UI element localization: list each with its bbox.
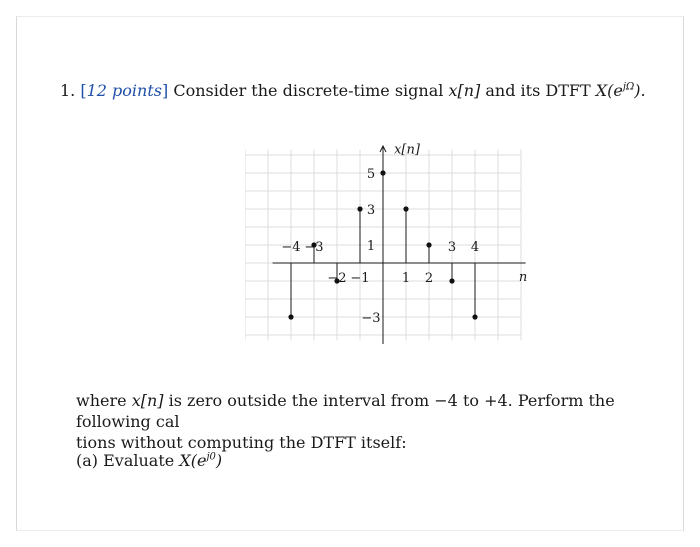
part-a-label: (a) Evaluate <box>76 451 175 470</box>
stem-point <box>288 314 293 319</box>
x-axis-label: n <box>518 270 528 285</box>
stem-point <box>472 314 477 319</box>
plot-title: x[n] <box>394 142 420 158</box>
stem-plot <box>245 118 535 362</box>
problem-body: where x[n] is zero outside the interval from −4 to +4. Perform the following cal tions without computing the DTFT itself: <box>76 391 615 452</box>
x-tick-label: −1 <box>350 271 370 286</box>
stem-point <box>357 206 362 211</box>
x-tick-label: 1 <box>401 271 411 286</box>
x-tick-label: −4 <box>281 240 301 255</box>
stem-point <box>403 206 408 211</box>
stem-point <box>426 242 431 247</box>
stem-plot-svg <box>245 118 535 358</box>
x-tick-label: 2 <box>424 271 434 286</box>
problem-number: 1. <box>60 81 76 100</box>
problem-signal: x[n] <box>448 81 481 100</box>
problem-heading: 1. [12 points] Consider the discrete-time signal x[n] and its DTFT $X(e^{j\Omega})$. <box>60 81 646 100</box>
y-tick-label: 1 <box>366 239 376 254</box>
problem-text-mid: and its DTFT <box>485 81 591 100</box>
y-tick-label: 3 <box>366 203 376 218</box>
x-tick-label: 3 <box>447 240 457 255</box>
x-tick-label: 4 <box>470 240 480 255</box>
part-a <box>76 451 222 470</box>
problem-points: 12 points <box>86 81 162 100</box>
problem-text-before: Consider the discrete-time signal <box>173 81 444 100</box>
problem-dtft: $X(e^{j\Omega})$. <box>595 81 646 100</box>
x-tick-label: −2 <box>327 271 347 286</box>
y-tick-label: −3 <box>361 311 381 326</box>
stem-point <box>449 278 454 283</box>
y-tick-label: 5 <box>366 167 376 182</box>
x-tick-label: −3 <box>304 240 324 255</box>
part-a-expression: $X(e^{j0})$ <box>179 451 223 470</box>
stem-point <box>380 170 385 175</box>
